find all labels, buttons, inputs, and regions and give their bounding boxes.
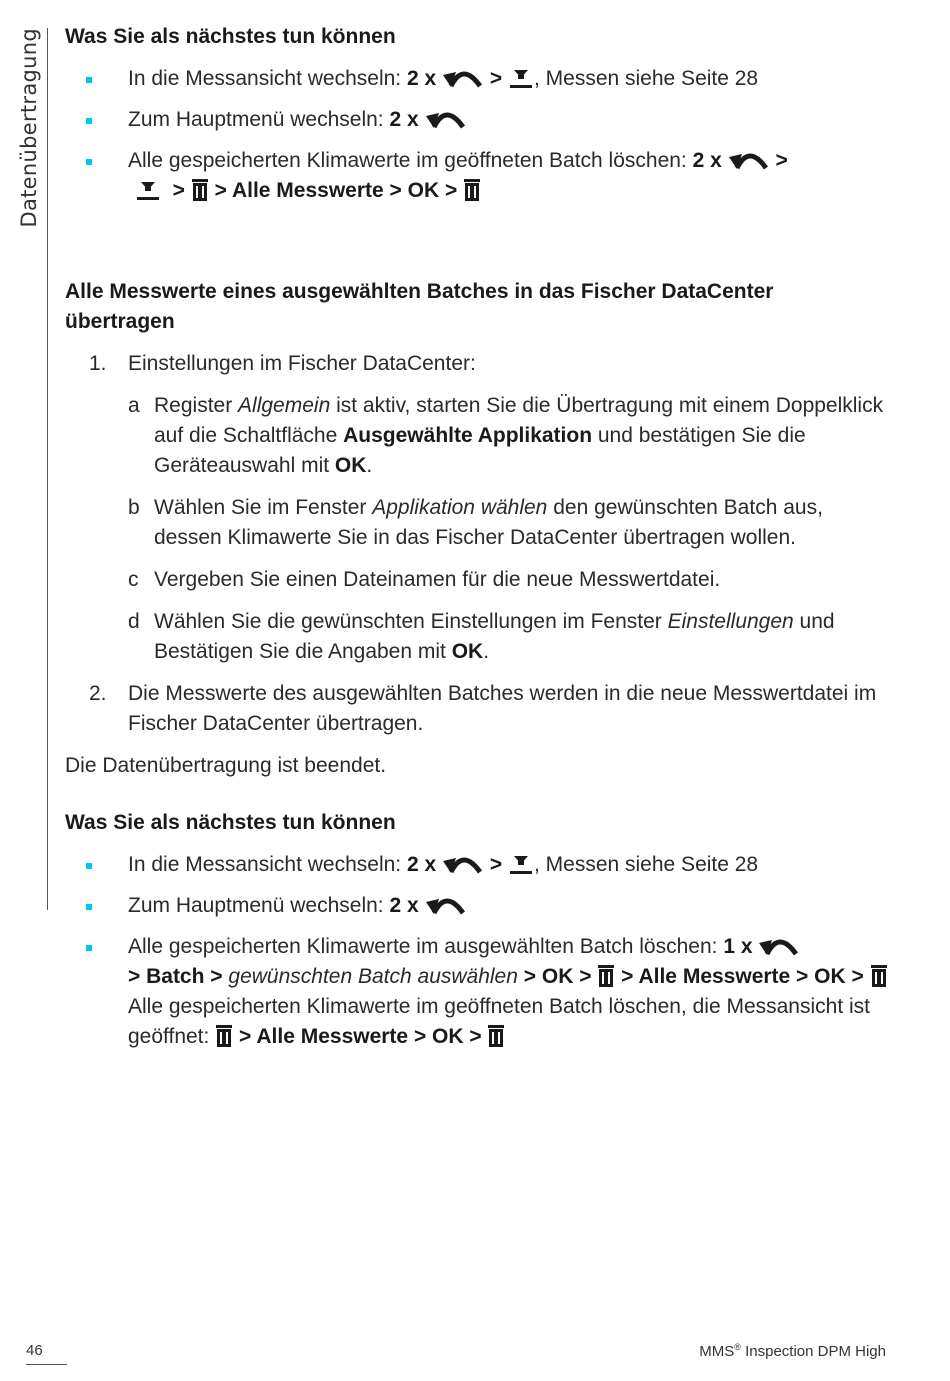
list-item: Alle gespeicherten Klimawerte im ausgewählten Batch löschen: 1 x > Batch > gewünschten Batch auswählen > OK > > Alle Messwerte > OK > Alle gespeicherten Klimawerte im geöffneten Batch löschen, die Messansicht ist geöffnet: > Alle Messwerte > OK >: [65, 932, 895, 1052]
section-heading: Alle Messwerte eines ausgewählten Batches in das Fischer DataCenter übertragen: [65, 280, 774, 333]
measure-view-icon: [508, 66, 534, 90]
list-item: Zum Hauptmenü wechseln: 2 x: [65, 891, 895, 921]
list-item: b Wählen Sie im Fenster Applikation wählen den gewünschten Batch aus, dessen Klimawerte Sie in das Fischer DataCenter übertragen wollen.: [128, 496, 823, 549]
trash-icon: [215, 1024, 233, 1048]
list-item: 2. Die Messwerte des ausgewählten Batches werden in die neue Messwertdatei im Fischer DataCenter übertragen.: [89, 682, 877, 735]
bullet-icon: [86, 863, 92, 869]
trash-icon: [487, 1024, 505, 1048]
bullet-list: [65, 850, 895, 1052]
side-divider: [47, 28, 48, 910]
trash-icon: [597, 964, 615, 988]
trash-icon: [870, 964, 888, 988]
back-arrow-icon: [442, 66, 484, 90]
list-item: In die Messansicht wechseln: 2 x > , Messen siehe Seite 28: [65, 850, 895, 880]
list-item: d Wählen Sie die gewünschten Einstellungen im Fenster Einstellungen und Bestätigen Sie die Angaben mit OK.: [128, 610, 835, 663]
list-item: a Register Allgemein ist aktiv, starten Sie die Übertragung mit einem Doppelklick auf die Schaltfläche Ausgewählte Applikation und bestätigen Sie die Geräteauswahl mit OK.: [128, 394, 884, 477]
side-tab: [14, 28, 44, 228]
trash-icon: [463, 178, 481, 202]
bullet-icon: [86, 159, 92, 165]
bullet-icon: [86, 904, 92, 910]
list-item: Alle gespeicherten Klimawerte im geöffneten Batch löschen: 2 x > > > Alle Messwerte > OK >: [65, 146, 895, 206]
side-tab-label: Datenübertragung: [17, 28, 41, 228]
back-arrow-icon: [425, 893, 467, 917]
back-arrow-icon: [728, 148, 770, 172]
back-arrow-icon: [758, 934, 800, 958]
paragraph: Die Datenübertragung ist beendet.: [65, 754, 387, 777]
list-item: Zum Hauptmenü wechseln: 2 x: [65, 105, 895, 135]
list-item: c Vergeben Sie einen Dateinamen für die neue Messwertdatei.: [128, 568, 721, 591]
footer-product: MMS® Inspection DPM High: [699, 1342, 886, 1360]
back-arrow-icon: [425, 107, 467, 131]
back-arrow-icon: [442, 852, 484, 876]
list-item: 1. Einstellungen im Fischer DataCenter:: [89, 352, 476, 375]
section-heading: Was Sie als nächstes tun können: [65, 25, 396, 48]
section-heading: Was Sie als nächstes tun können: [65, 811, 396, 834]
bullet-icon: [86, 945, 92, 951]
measure-view-icon: [508, 852, 534, 876]
list-item: In die Messansicht wechseln: 2 x > , Messen siehe Seite 28: [65, 64, 895, 94]
page-number: 46: [26, 1342, 43, 1359]
trash-icon: [191, 178, 209, 202]
page-content: [65, 22, 895, 1052]
footer-divider: [26, 1364, 67, 1365]
bullet-icon: [86, 77, 92, 83]
measure-view-icon: [135, 178, 161, 202]
bullet-icon: [86, 118, 92, 124]
bullet-list: [65, 64, 895, 206]
